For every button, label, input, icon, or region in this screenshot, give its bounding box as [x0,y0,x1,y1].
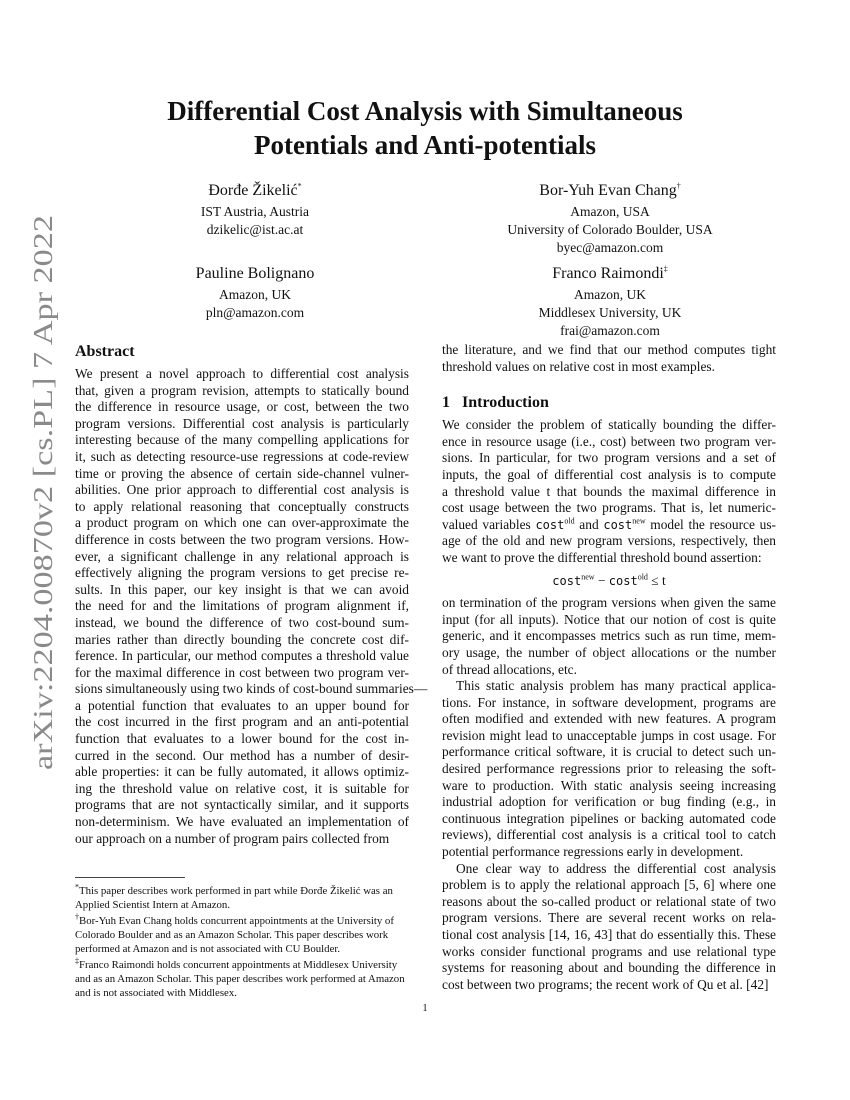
abstract-continuation [442,342,776,375]
text-line: our approach on a number of program pairs collected from [75,830,390,846]
author-email: byec@amazon.com [556,240,664,255]
threshold-equation: cost$^{new}$ − cost$^{old}$ ≤ t [552,572,666,588]
author-name: Pauline Bolignano [195,265,315,282]
author-name: Franco Raimondi [552,265,664,282]
text-line: non-determinism. We have evaluated an implementation of [75,814,409,830]
text-line: of thread allocations, etc. [442,661,577,677]
footnote-2 [75,914,409,956]
text-line: we want to prove the differential threshold bound assertion: [442,549,762,565]
text-line: time or proving the absence of certain side-channel vulner- [75,465,409,481]
section-title: Introduction [462,394,549,412]
text-line: One clear way to address the differential cost analysis [456,860,776,876]
text-line: abilities. One prior approach to differential cost analysis is [75,482,409,498]
right-column [442,342,776,993]
author-mark: ‡ [663,264,668,274]
text-line: cost usage between the two programs. That is, let numeric- [442,500,776,516]
title-line-2: Potentials and Anti-potentials [253,130,597,160]
text-line: desired performance regressions prior to releasing the soft- [442,761,776,777]
intro-paragraph-3 [442,678,776,861]
text-line: ference. In particular, our method computes a threshold value [75,648,409,664]
arxiv-stamp-text: arXiv:2204.00870v2 [cs.PL] 7 Apr 2022 [28,332,58,770]
author-name: Đorđe Žikelić [208,182,298,199]
author-block-4 [480,262,740,340]
text-line: This static analysis problem has many practical applica- [456,678,776,694]
text-line: sions. In particular, for two program versions and a set of [442,450,776,466]
text-line: for the maximal difference in cost between two program ver- [75,664,409,680]
text-line: to apply relational reasoning that conceptually constructs [75,498,409,514]
text-line: potential performance regressions early in development. [442,844,744,860]
text-line: inputs, the goal of differential cost analysis is to compute [442,466,776,482]
text-line: ever, a significant challenge in any relational approach is [75,548,409,564]
text-line: generic, and it encompasses metrics such as run time, mem- [442,628,776,644]
arxiv-stamp [14,210,66,770]
text-line: the literature, and we find that our method computes tight [442,342,776,357]
text-line: interesting because of the many compelling applications for [75,432,409,448]
footnote-text: Bor-Yuh Evan Chang holds concurrent appointments at the University of Colorado Boulder and as an Amazon Scholar. This paper describes work performed at Amazon and is not associated with CU Boulder. [75,915,394,955]
text-line: tions. For instance, in software development, programs are [442,694,776,710]
author-affiliation: University of Colorado Boulder, USA [507,222,713,237]
section-heading-introduction [442,393,776,413]
text-line: We present a novel approach to differential cost analysis [75,366,409,381]
text-line: on termination of the program versions when given the same [442,595,776,611]
abstract-body [75,366,428,847]
text-line: We consider the problem of statically bounding the differ- [442,417,776,433]
author-email: pln@amazon.com [205,305,305,320]
text-line: difference in costs between the two program versions. How- [75,531,409,547]
text-line: tional cost analysis [14, 16, 43] that do essentially this. These [442,927,776,942]
text-line: effectively aligning the program versions to get precise re- [75,565,409,581]
text-line: a threshold value t that bounds the maximal difference in [442,483,776,499]
text-line: a potential function that evaluates to an upper bound for [75,697,409,713]
text-line: works consider functional programs and use relational type [442,943,776,959]
text-line: it, such as detecting resource-use regressions at code-review [75,448,409,464]
text-line: program versions. Differential cost analysis is particularly [75,415,409,431]
text-line: ory usage, the number of object allocations or the number [442,644,776,660]
text-line: input (for all inputs). Notice that our notion of cost is quite [442,611,776,627]
text-line: programs that are not syntactically similar, and it supports [75,797,409,813]
text-line: program versions. There are several recent works on rela- [442,910,776,926]
author-affiliation: Amazon, USA [570,204,650,219]
text-line: the cost incurred in the first program and an anti-potential [75,714,409,730]
abstract-heading: Abstract [75,343,135,360]
text-line: ence in resource usage (i.e., cost) between two program ver- [442,433,776,449]
text-line: reviews), differential cost analysis is a critical tool to catch [442,827,776,843]
author-block-1 [150,179,360,239]
text-line: maries rather than directly bounding the concrete cost dif- [75,631,409,647]
author-affiliation: Amazon, UK [219,287,291,302]
text-line: the difference in resource usage, or cost, between the two [75,399,409,415]
text-line: sions simultaneously using two kinds of cost-bound summaries— [75,681,428,697]
section-number: 1 [442,394,450,412]
footnote-text: This paper describes work performed in part while Đorđe Žikelić was an Applied Scientist Intern at Amazon. [75,885,393,911]
footnote-mark: * [75,882,79,892]
text-line: revision might lead to unacceptable jumps in cost usage. For [442,727,776,743]
footnote-3 [75,958,409,1000]
footnote-1 [75,884,409,912]
text-line: age of the old and new program versions, respectively, then [442,533,776,549]
author-affiliation: Amazon, UK [574,287,646,302]
author-mark: * [297,181,302,191]
author-email: frai@amazon.com [560,323,660,338]
text-line: reasons about the so-called product or relational state of two [442,893,776,909]
text-line: able properties: it can be fully automated, it allows optimiz- [75,764,409,780]
page-number: 1 [422,1003,428,1014]
text-line: the need for and the limitations of program alignment if, [75,598,409,614]
text-line: threshold values on relative cost in most examples. [442,358,715,374]
text-line: industrial adoption for verification or bug finding (e.g., in [442,794,776,810]
text-line: function that evaluates to a lower bound for the cost in- [75,731,409,747]
text-line: systems for reasoning about and bounding the difference in [442,960,776,976]
text-line: that, given a program revision, attempts to statically bound [75,382,409,398]
title-line-1: Differential Cost Analysis with Simultaneous [167,96,683,126]
text-line: often modified and extended with new features. A program [442,711,776,727]
text-line: valued variables cost$^{old}$ and cost$^{new}$ model the resource us- [442,516,776,532]
text-line: problem is to apply the relational approach [5, 6] where one [442,877,776,893]
author-block-2 [480,179,740,257]
text-line: curred in the second. Our method has a number of desir- [75,747,409,763]
text-line: performance critical software, it is crucial to detect such un- [442,744,776,760]
paper-title [90,94,760,162]
intro-paragraph-1 [442,417,776,566]
text-line: ing the threshold value on relative cost, it is suitable for [75,780,409,796]
author-mark: † [676,181,681,191]
text-line: a product program on which one can over-approximate the [75,515,409,531]
text-line: ware to production. With static analysis seeing increasing [442,777,776,793]
author-block-3 [150,262,360,322]
footnote-rule [75,877,185,878]
footnote-mark: ‡ [75,956,79,966]
text-line: sults. In this paper, our key insight is that we can avoid [75,581,409,597]
footnotes [75,884,409,1002]
left-column [75,342,428,847]
text-line: continuous integration pipelines or backing automated code [442,810,776,826]
footnote-mark: † [75,912,79,922]
text-line: instead, we bound the difference of two cost-bound sum- [75,614,409,630]
footnote-text: Franco Raimondi holds concurrent appointments at Middlesex University and as an Amazon Scholar. This paper describes work performed at Amazon and is not associated with Middlesex. [75,959,405,999]
author-affiliation: IST Austria, Austria [200,204,310,219]
author-name: Bor-Yuh Evan Chang [539,182,677,199]
author-affiliation: Middlesex University, UK [538,305,682,320]
text-line: cost between two programs; the recent work of Qu et al. [42] [442,976,769,992]
intro-paragraph-4 [442,861,776,994]
author-email: dzikelic@ist.ac.at [206,222,304,237]
intro-paragraph-2 [442,595,776,678]
